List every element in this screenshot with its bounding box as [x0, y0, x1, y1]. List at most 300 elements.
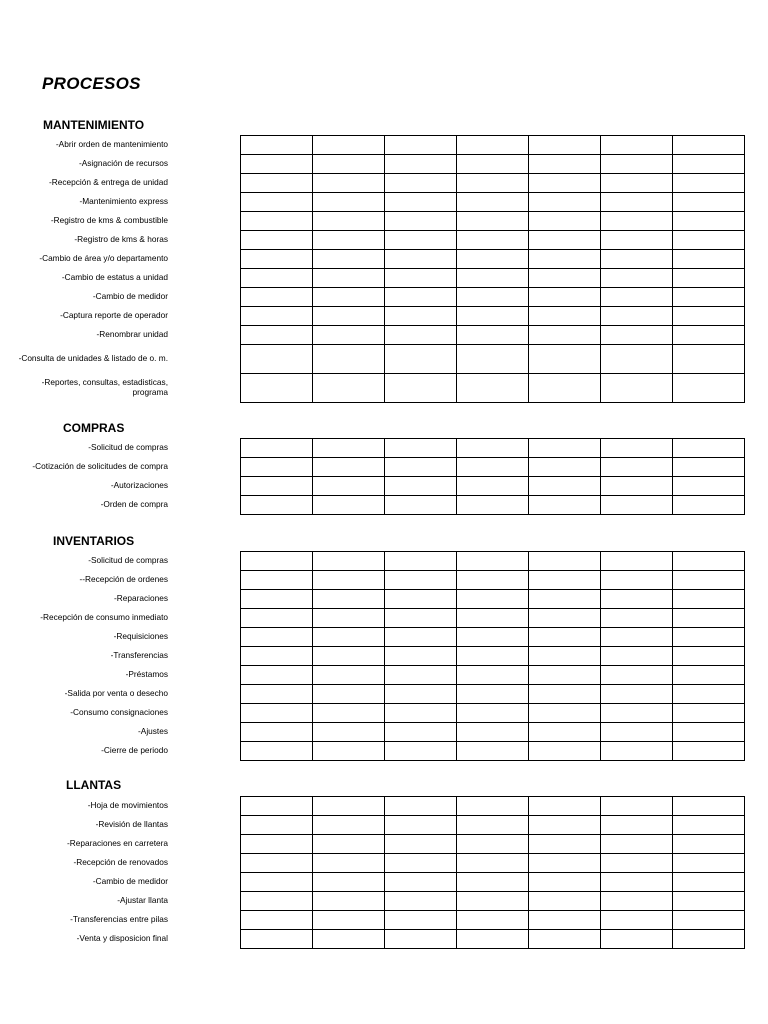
grid-cell[interactable]: [457, 892, 529, 911]
grid-cell[interactable]: [601, 477, 673, 496]
grid-cell[interactable]: [529, 155, 601, 174]
grid-cell[interactable]: [457, 212, 529, 231]
grid-cell[interactable]: [529, 174, 601, 193]
table-row: [241, 666, 745, 685]
grid-cell[interactable]: [241, 231, 313, 250]
grid-cell[interactable]: [457, 496, 529, 515]
grid-cell[interactable]: [529, 797, 601, 816]
grid-cell[interactable]: [313, 911, 385, 930]
grid-cell[interactable]: [457, 854, 529, 873]
grid-cell[interactable]: [457, 666, 529, 685]
grid-cell[interactable]: [457, 647, 529, 666]
row-label: -Préstamos: [125, 669, 168, 679]
grid-cell[interactable]: [457, 374, 529, 403]
grid-cell[interactable]: [673, 269, 745, 288]
row-label: -Recepción & entrega de unidad: [48, 177, 168, 187]
table-row: [241, 816, 745, 835]
grid-cell[interactable]: [241, 835, 313, 854]
grid-cell[interactable]: [601, 628, 673, 647]
grid-cell[interactable]: [673, 628, 745, 647]
grid-cell[interactable]: [529, 873, 601, 892]
grid-cell[interactable]: [457, 590, 529, 609]
grid-cell[interactable]: [241, 742, 313, 761]
grid-cell[interactable]: [385, 439, 457, 458]
grid-cell[interactable]: [385, 609, 457, 628]
grid-cell[interactable]: [673, 477, 745, 496]
grid-cell[interactable]: [529, 552, 601, 571]
row-label: -Captura reporte de operador: [60, 310, 168, 320]
grid-cell[interactable]: [457, 439, 529, 458]
grid-cell[interactable]: [241, 930, 313, 949]
grid-cell[interactable]: [313, 250, 385, 269]
grid-cell[interactable]: [313, 269, 385, 288]
grid-cell[interactable]: [673, 742, 745, 761]
grid-cell[interactable]: [313, 892, 385, 911]
grid-cell[interactable]: [385, 571, 457, 590]
grid-cell[interactable]: [313, 704, 385, 723]
grid-cell[interactable]: [601, 174, 673, 193]
grid-cell[interactable]: [241, 193, 313, 212]
grid-cell[interactable]: [601, 458, 673, 477]
grid-cell[interactable]: [529, 685, 601, 704]
grid-cell[interactable]: [241, 136, 313, 155]
grid-cell[interactable]: [241, 374, 313, 403]
table-row: [241, 571, 745, 590]
row-label: --Recepción de ordenes: [79, 574, 168, 584]
grid-cell[interactable]: [457, 174, 529, 193]
grid-cell[interactable]: [673, 552, 745, 571]
grid-cell[interactable]: [241, 174, 313, 193]
grid-cell[interactable]: [673, 136, 745, 155]
table-row: [241, 307, 745, 326]
grid-cell[interactable]: [673, 723, 745, 742]
grid-cell[interactable]: [529, 609, 601, 628]
grid-cell[interactable]: [241, 873, 313, 892]
grid-cell[interactable]: [457, 911, 529, 930]
grid-cell[interactable]: [529, 136, 601, 155]
grid-cell[interactable]: [241, 571, 313, 590]
grid-cell[interactable]: [313, 590, 385, 609]
grid-cell[interactable]: [457, 250, 529, 269]
table-row: [241, 628, 745, 647]
grid-cell[interactable]: [241, 647, 313, 666]
grid-cell[interactable]: [673, 439, 745, 458]
grid-cell[interactable]: [313, 930, 385, 949]
grid-cell[interactable]: [457, 136, 529, 155]
grid-cell[interactable]: [385, 590, 457, 609]
grid-cell[interactable]: [385, 269, 457, 288]
grid-cell[interactable]: [673, 496, 745, 515]
grid-cell[interactable]: [529, 723, 601, 742]
row-label: -Hoja de movimientos: [87, 800, 168, 810]
row-label: -Reparaciones en carretera: [67, 838, 168, 848]
grid-cell[interactable]: [529, 930, 601, 949]
grid-cell[interactable]: [313, 496, 385, 515]
grid-cell[interactable]: [313, 552, 385, 571]
grid-cell[interactable]: [601, 288, 673, 307]
grid-cell[interactable]: [673, 666, 745, 685]
grid-cell[interactable]: [529, 496, 601, 515]
grid-cell[interactable]: [241, 704, 313, 723]
grid-cell[interactable]: [385, 628, 457, 647]
grid-cell[interactable]: [241, 307, 313, 326]
grid-cell[interactable]: [313, 231, 385, 250]
grid-cell[interactable]: [457, 571, 529, 590]
grid-cell[interactable]: [313, 374, 385, 403]
grid-cell[interactable]: [241, 212, 313, 231]
grid-cell[interactable]: [385, 345, 457, 374]
grid-cell[interactable]: [313, 155, 385, 174]
grid-cell[interactable]: [313, 816, 385, 835]
grid-cell[interactable]: [529, 231, 601, 250]
grid-cell[interactable]: [601, 797, 673, 816]
grid-cell[interactable]: [241, 439, 313, 458]
grid-cell[interactable]: [601, 439, 673, 458]
grid-cell[interactable]: [529, 269, 601, 288]
grid-cell[interactable]: [529, 647, 601, 666]
grid-cell[interactable]: [385, 477, 457, 496]
grid-cell[interactable]: [601, 374, 673, 403]
grid-cell[interactable]: [313, 685, 385, 704]
grid-cell[interactable]: [673, 458, 745, 477]
grid-cell[interactable]: [601, 685, 673, 704]
grid-cell[interactable]: [673, 571, 745, 590]
grid-cell[interactable]: [673, 647, 745, 666]
form-grid-llantas: [240, 796, 745, 949]
grid-cell[interactable]: [529, 458, 601, 477]
grid-cell[interactable]: [457, 930, 529, 949]
grid-cell[interactable]: [601, 742, 673, 761]
table-row: [241, 374, 745, 403]
grid-cell[interactable]: [241, 609, 313, 628]
grid-cell[interactable]: [313, 345, 385, 374]
row-label: -Renombrar unidad: [96, 329, 168, 339]
table-row: [241, 193, 745, 212]
grid-cell[interactable]: [385, 742, 457, 761]
grid-cell[interactable]: [457, 477, 529, 496]
grid-cell[interactable]: [241, 496, 313, 515]
grid-cell[interactable]: [241, 854, 313, 873]
grid-cell[interactable]: [241, 326, 313, 345]
grid-cell[interactable]: [601, 552, 673, 571]
grid-cell[interactable]: [385, 854, 457, 873]
grid-cell[interactable]: [385, 930, 457, 949]
grid-cell[interactable]: [385, 647, 457, 666]
grid-cell[interactable]: [385, 496, 457, 515]
grid-cell[interactable]: [241, 723, 313, 742]
grid-cell[interactable]: [601, 571, 673, 590]
grid-cell[interactable]: [601, 326, 673, 345]
table-row: [241, 647, 745, 666]
grid-cell[interactable]: [313, 212, 385, 231]
grid-cell[interactable]: [385, 704, 457, 723]
row-label: -Revisión de llantas: [95, 819, 168, 829]
row-label: -Venta y disposicion final: [76, 933, 168, 943]
grid-cell[interactable]: [673, 155, 745, 174]
grid-cell[interactable]: [241, 458, 313, 477]
grid-cell[interactable]: [313, 628, 385, 647]
grid-cell[interactable]: [601, 723, 673, 742]
grid-cell[interactable]: [241, 685, 313, 704]
grid-cell[interactable]: [673, 193, 745, 212]
row-label: -Ajustes: [138, 726, 168, 736]
grid-cell[interactable]: [457, 704, 529, 723]
grid-cell[interactable]: [385, 873, 457, 892]
grid-cell[interactable]: [241, 911, 313, 930]
section-heading-llantas: LLANTAS: [66, 778, 122, 792]
row-label: -Transferencias: [110, 650, 168, 660]
grid-cell[interactable]: [601, 136, 673, 155]
row-label: -Mantenimiento express: [79, 196, 168, 206]
grid-cell[interactable]: [241, 288, 313, 307]
grid-cell[interactable]: [673, 816, 745, 835]
row-label: -Recepción de renovados: [73, 857, 168, 867]
page-title: PROCESOS: [42, 74, 141, 93]
grid-cell[interactable]: [601, 892, 673, 911]
grid-cell[interactable]: [601, 496, 673, 515]
grid-cell[interactable]: [673, 288, 745, 307]
grid-cell[interactable]: [529, 288, 601, 307]
grid-cell[interactable]: [313, 136, 385, 155]
grid-cell[interactable]: [457, 835, 529, 854]
grid-cell[interactable]: [241, 816, 313, 835]
table-row: [241, 892, 745, 911]
grid-cell[interactable]: [457, 723, 529, 742]
grid-cell[interactable]: [385, 797, 457, 816]
grid-cell[interactable]: [601, 231, 673, 250]
grid-cell[interactable]: [529, 911, 601, 930]
grid-cell[interactable]: [313, 326, 385, 345]
grid-cell[interactable]: [385, 552, 457, 571]
grid-cell[interactable]: [241, 345, 313, 374]
grid-cell[interactable]: [601, 155, 673, 174]
grid-cell[interactable]: [601, 212, 673, 231]
grid-cell[interactable]: [313, 174, 385, 193]
grid-cell[interactable]: [241, 892, 313, 911]
table-row: [241, 212, 745, 231]
row-label: -Reparaciones: [114, 593, 168, 603]
grid-cell[interactable]: [601, 666, 673, 685]
grid-cell[interactable]: [241, 666, 313, 685]
grid-cell[interactable]: [241, 590, 313, 609]
grid-cell[interactable]: [241, 477, 313, 496]
grid-cell[interactable]: [601, 609, 673, 628]
grid-cell[interactable]: [385, 816, 457, 835]
grid-cell[interactable]: [457, 326, 529, 345]
grid-cell[interactable]: [457, 269, 529, 288]
grid-cell[interactable]: [673, 250, 745, 269]
grid-cell[interactable]: [313, 873, 385, 892]
grid-cell[interactable]: [529, 590, 601, 609]
grid-cell[interactable]: [313, 288, 385, 307]
grid-cell[interactable]: [529, 212, 601, 231]
grid-cell[interactable]: [385, 326, 457, 345]
grid-cell[interactable]: [601, 250, 673, 269]
grid-cell[interactable]: [385, 174, 457, 193]
grid-cell[interactable]: [457, 685, 529, 704]
grid-cell[interactable]: [673, 590, 745, 609]
grid-cell[interactable]: [457, 307, 529, 326]
table-row: [241, 911, 745, 930]
grid-cell[interactable]: [673, 345, 745, 374]
grid-cell[interactable]: [457, 609, 529, 628]
grid-cell[interactable]: [601, 911, 673, 930]
grid-cell[interactable]: [673, 685, 745, 704]
grid-cell[interactable]: [385, 193, 457, 212]
grid-cell[interactable]: [673, 174, 745, 193]
grid-cell[interactable]: [457, 458, 529, 477]
grid-cell[interactable]: [601, 193, 673, 212]
grid-cell[interactable]: [313, 439, 385, 458]
section-heading-compras: COMPRAS: [63, 421, 125, 435]
grid-cell[interactable]: [601, 816, 673, 835]
grid-cell[interactable]: [385, 892, 457, 911]
grid-cell[interactable]: [529, 374, 601, 403]
grid-cell[interactable]: [313, 609, 385, 628]
grid-cell[interactable]: [673, 835, 745, 854]
grid-cell[interactable]: [529, 345, 601, 374]
grid-cell[interactable]: [385, 288, 457, 307]
grid-cell[interactable]: [457, 345, 529, 374]
grid-cell[interactable]: [673, 797, 745, 816]
grid-cell[interactable]: [529, 816, 601, 835]
grid-cell[interactable]: [241, 269, 313, 288]
grid-cell[interactable]: [673, 374, 745, 403]
grid-cell[interactable]: [673, 892, 745, 911]
grid-cell[interactable]: [385, 155, 457, 174]
grid-cell[interactable]: [241, 250, 313, 269]
grid-cell[interactable]: [241, 797, 313, 816]
row-label: -Cotización de solicitudes de compra: [32, 461, 168, 471]
grid-cell[interactable]: [241, 155, 313, 174]
grid-cell[interactable]: [457, 816, 529, 835]
section-heading-mantenimiento: MANTENIMIENTO: [43, 118, 145, 132]
row-label: -Consulta de unidades & listado de o. m.: [18, 353, 168, 363]
grid-cell[interactable]: [385, 231, 457, 250]
grid-cell[interactable]: [529, 666, 601, 685]
grid-cell[interactable]: [385, 458, 457, 477]
grid-cell[interactable]: [601, 704, 673, 723]
grid-cell[interactable]: [313, 835, 385, 854]
grid-cell[interactable]: [313, 797, 385, 816]
grid-cell[interactable]: [313, 666, 385, 685]
grid-cell[interactable]: [529, 307, 601, 326]
grid-cell[interactable]: [457, 193, 529, 212]
grid-cell[interactable]: [457, 288, 529, 307]
grid-cell[interactable]: [673, 212, 745, 231]
grid-cell[interactable]: [529, 628, 601, 647]
grid-cell[interactable]: [457, 742, 529, 761]
grid-cell[interactable]: [529, 250, 601, 269]
grid-cell[interactable]: [385, 685, 457, 704]
grid-cell[interactable]: [385, 911, 457, 930]
table-row: [241, 458, 745, 477]
grid-cell[interactable]: [313, 854, 385, 873]
grid-cell[interactable]: [601, 835, 673, 854]
grid-cell[interactable]: [313, 723, 385, 742]
grid-cell[interactable]: [313, 647, 385, 666]
grid-cell[interactable]: [529, 835, 601, 854]
grid-cell[interactable]: [529, 477, 601, 496]
table-row: [241, 477, 745, 496]
grid-cell[interactable]: [673, 911, 745, 930]
grid-cell[interactable]: [673, 609, 745, 628]
grid-cell[interactable]: [529, 439, 601, 458]
grid-cell[interactable]: [673, 326, 745, 345]
grid-cell[interactable]: [601, 930, 673, 949]
grid-cell[interactable]: [313, 477, 385, 496]
grid-cell[interactable]: [313, 307, 385, 326]
grid-cell[interactable]: [457, 552, 529, 571]
row-label: -Abrir orden de mantenimiento: [55, 139, 168, 149]
grid-cell[interactable]: [313, 742, 385, 761]
grid-cell[interactable]: [673, 854, 745, 873]
grid-cell[interactable]: [601, 590, 673, 609]
grid-cell[interactable]: [385, 136, 457, 155]
grid-cell[interactable]: [529, 193, 601, 212]
grid-cell[interactable]: [673, 307, 745, 326]
grid-cell[interactable]: [529, 704, 601, 723]
grid-cell[interactable]: [385, 374, 457, 403]
table-row: [241, 269, 745, 288]
grid-cell[interactable]: [601, 345, 673, 374]
grid-cell[interactable]: [385, 307, 457, 326]
table-row: [241, 930, 745, 949]
grid-cell[interactable]: [601, 307, 673, 326]
grid-cell[interactable]: [385, 250, 457, 269]
grid-cell[interactable]: [673, 873, 745, 892]
table-row: [241, 704, 745, 723]
grid-cell[interactable]: [457, 628, 529, 647]
grid-cell[interactable]: [241, 552, 313, 571]
grid-cell[interactable]: [529, 892, 601, 911]
grid-cell[interactable]: [601, 873, 673, 892]
grid-cell[interactable]: [457, 155, 529, 174]
grid-cell[interactable]: [529, 326, 601, 345]
grid-cell[interactable]: [385, 212, 457, 231]
row-label: -Orden de compra: [100, 499, 168, 509]
grid-cell[interactable]: [457, 797, 529, 816]
row-label: -Solicitud de compras: [88, 555, 168, 565]
grid-cell[interactable]: [601, 269, 673, 288]
grid-cell[interactable]: [529, 854, 601, 873]
table-row: [241, 854, 745, 873]
grid-cell[interactable]: [385, 723, 457, 742]
form-grid-compras: [240, 438, 745, 515]
grid-cell[interactable]: [601, 854, 673, 873]
grid-cell[interactable]: [673, 231, 745, 250]
grid-cell[interactable]: [601, 647, 673, 666]
row-label: -Cambio de medidor: [92, 291, 168, 301]
row-label: -Salida por venta o desecho: [64, 688, 168, 698]
grid-cell[interactable]: [673, 930, 745, 949]
grid-cell[interactable]: [457, 231, 529, 250]
row-label: -Reportes, consultas, estadisticas, programa: [41, 377, 168, 397]
row-label: -Transferencias entre pilas: [70, 914, 168, 924]
grid-cell[interactable]: [313, 571, 385, 590]
grid-cell[interactable]: [529, 742, 601, 761]
grid-cell[interactable]: [385, 835, 457, 854]
grid-cell[interactable]: [313, 193, 385, 212]
grid-cell[interactable]: [385, 666, 457, 685]
grid-cell[interactable]: [457, 873, 529, 892]
table-row: [241, 609, 745, 628]
grid-cell[interactable]: [313, 458, 385, 477]
grid-cell[interactable]: [529, 571, 601, 590]
grid-cell[interactable]: [673, 704, 745, 723]
grid-cell[interactable]: [241, 628, 313, 647]
table-row: [241, 155, 745, 174]
